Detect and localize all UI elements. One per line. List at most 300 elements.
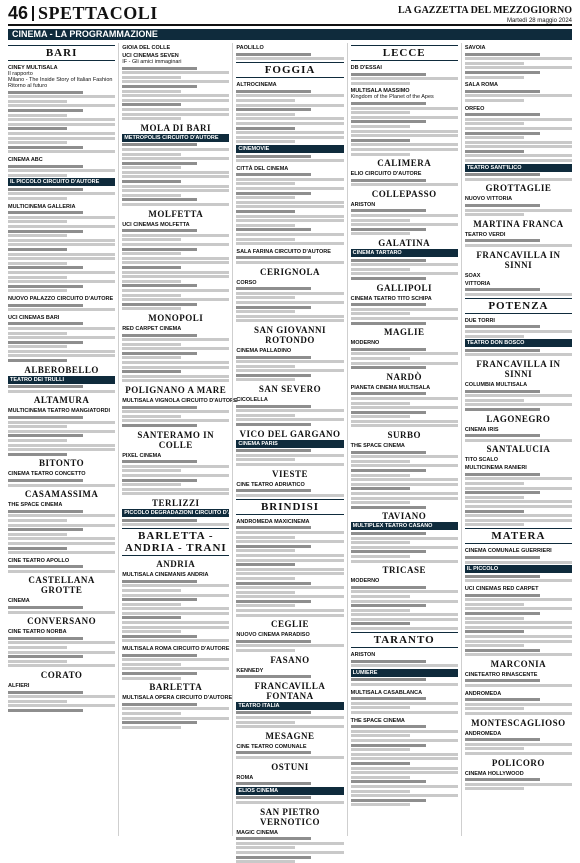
- showtime-row: [351, 604, 426, 607]
- showtime-row: [8, 216, 115, 219]
- showtime-row: [8, 448, 115, 451]
- city-heading: POTENZA: [465, 298, 572, 314]
- showtime-row: [122, 166, 181, 169]
- showtime-row: [465, 738, 540, 741]
- showtime-row: [236, 842, 343, 845]
- showtime-row: [236, 104, 343, 107]
- showtime-row: [351, 590, 458, 593]
- showtime-row: [465, 353, 572, 356]
- cinema-name: UCI CINEMAS SEVEN: [122, 53, 179, 59]
- showtime-row: [122, 117, 181, 120]
- showtime-row: [465, 617, 524, 620]
- city-heading: SURBO: [387, 430, 421, 441]
- showtime-row: [236, 261, 343, 264]
- cinema-name: NUOVO VITTORIA: [464, 196, 513, 203]
- showtime-row: [351, 451, 426, 454]
- showtime-row: [465, 787, 524, 790]
- showtime-row: [351, 148, 458, 151]
- listing-column: [461, 43, 572, 836]
- cinema-name: IL PICCOLO CIRCUITO D'AUTORE: [8, 178, 115, 186]
- showtime-row: [122, 153, 181, 156]
- showtime-row: [8, 484, 115, 487]
- showtime-row: [8, 434, 83, 437]
- showtime-row: [236, 108, 311, 111]
- showtime-row: [236, 356, 311, 359]
- showtime-row: [351, 711, 458, 714]
- showtime-row: [351, 609, 410, 612]
- showtime-row: [236, 489, 311, 492]
- cinema-name: MODERNO: [350, 340, 380, 347]
- cinema-name: DB D'ESSAI: [350, 65, 382, 71]
- city-heading: CERIGNOLA: [260, 266, 321, 277]
- showtime-row: [236, 182, 295, 185]
- cinema-name: SALA FARINA CIRCUITO D'AUTORE: [236, 248, 331, 255]
- showtime-row: [122, 189, 229, 192]
- showtime-row: [465, 239, 540, 242]
- showtime-row: [351, 546, 458, 549]
- cinema-name: SALA ROMA: [464, 82, 498, 89]
- showtime-row: [351, 139, 410, 142]
- city-heading: FRANCAVILLA IN SINNI: [476, 249, 561, 270]
- showtime-row: [465, 408, 540, 411]
- showtime-row: [8, 637, 83, 640]
- showtime-row: [122, 523, 229, 526]
- showtime-row: [465, 491, 540, 494]
- showtime-row: [236, 554, 343, 557]
- cinema-name: CINEMA TEATRO CONCETTO: [8, 471, 86, 478]
- showtime-row: [351, 312, 410, 315]
- showtime-row: [351, 397, 458, 400]
- showtime-row: [465, 519, 572, 522]
- showtime-row: [351, 130, 458, 133]
- showtime-row: [122, 370, 181, 373]
- showtime-row: [465, 500, 572, 503]
- city-heading: BITONTO: [39, 458, 85, 469]
- showtime-row: [465, 575, 540, 578]
- showtime-row: [236, 238, 295, 241]
- showtime-row: [465, 145, 572, 148]
- showtime-row: [8, 510, 83, 513]
- showtime-row: [236, 127, 295, 130]
- showtime-row: [351, 767, 458, 770]
- showtime-row: [465, 150, 524, 153]
- showtime-row: [122, 356, 181, 359]
- showtime-row: [122, 717, 229, 720]
- cinema-name: ANDROMEDA: [464, 690, 502, 697]
- showtime-row: [122, 424, 197, 427]
- showtime-row: [465, 213, 524, 216]
- cinema-name: CORSO: [236, 279, 257, 286]
- showtime-row: [8, 359, 67, 362]
- showtime-row: [236, 801, 343, 804]
- showtime-row: [8, 453, 67, 456]
- showtime-row: [465, 159, 572, 162]
- cinema-name: MULTISALA MASSIMO: [350, 88, 410, 95]
- showtime-row: [236, 851, 343, 854]
- showtime-row: [236, 600, 311, 603]
- showtime-row: [236, 609, 343, 612]
- showtime-row: [236, 782, 311, 785]
- showtime-row: [122, 280, 181, 283]
- showtime-row: [465, 154, 572, 157]
- showtime-row: [122, 460, 197, 463]
- showtime-row: [8, 327, 115, 330]
- showtime-row: [465, 173, 540, 176]
- cinema-name: MULTISALA ROMA CIRCUITO D'AUTORE: [122, 646, 230, 653]
- showtime-row: [8, 174, 67, 177]
- showtime-row: [351, 469, 426, 472]
- showtime-row: [122, 492, 229, 495]
- cinema-name: CICOLELLA: [236, 397, 268, 404]
- showtime-row: [236, 378, 295, 381]
- showtime-row: [236, 113, 295, 116]
- city-heading: BARLETTA - ANDRIA - TRANI: [122, 528, 229, 556]
- showtime-row: [8, 354, 115, 357]
- showtime-row: [351, 303, 426, 306]
- showtime-row: [122, 103, 181, 106]
- page-header-left: [8, 3, 158, 24]
- showtime-row: [465, 473, 540, 476]
- showtime-row: [8, 91, 83, 94]
- cinema-name: CINEMA TEATRO TITO SCHIPA: [350, 295, 432, 302]
- cinema-name: ELIOS CINEMA: [236, 787, 343, 795]
- showtime-row: [122, 479, 197, 482]
- showtime-row: [351, 487, 410, 490]
- cinema-name: MODERNO: [350, 578, 380, 585]
- showtime-row: [351, 532, 426, 535]
- showtime-row: [351, 501, 410, 504]
- showtime-row: [122, 289, 229, 292]
- showtime-row: [8, 570, 115, 573]
- showtime-row: [236, 99, 295, 102]
- showtime-row: [465, 612, 540, 615]
- city-heading: MONTESCAGLIOSO: [471, 717, 566, 728]
- showtime-row: [351, 799, 426, 802]
- showtime-row: [8, 276, 67, 279]
- showtime-row: [465, 778, 540, 781]
- showtime-row: [122, 474, 229, 477]
- showtime-row: [351, 586, 426, 589]
- showtime-row: [351, 762, 410, 765]
- showtime-row: [465, 505, 572, 508]
- showtime-row: [122, 271, 229, 274]
- showtime-row: [122, 180, 181, 183]
- showtime-row: [351, 392, 426, 395]
- showtime-row: [351, 111, 410, 114]
- showtime-row: [351, 77, 458, 80]
- showtime-row: [351, 555, 410, 558]
- showtime-row: [351, 420, 458, 423]
- showtime-row: [351, 678, 426, 681]
- showtime-row: [122, 726, 181, 729]
- showtime-row: [122, 603, 181, 606]
- city-heading: ALTAMURA: [33, 395, 90, 406]
- showtime-row: [351, 739, 458, 742]
- showtime-row: [465, 556, 540, 559]
- showtime-row: [122, 229, 197, 232]
- showtime-row: [236, 94, 343, 97]
- showtime-row: [8, 150, 115, 153]
- cinema-name: MULTICINEMA TEATRO MANGIATORDI: [8, 408, 111, 415]
- city-heading: CASTELLANA GROTTE: [28, 575, 95, 596]
- cinema-name: PICCOLO DEGRADAZIONI CIRCUITO D'AUTORE: [124, 509, 252, 516]
- showtime-row: [236, 526, 311, 529]
- showtime-row: [8, 266, 83, 269]
- city-heading: MONOPOLI: [148, 312, 204, 323]
- city-heading: FRANCAVILLA IN SINNI: [476, 358, 561, 379]
- cinema-name: CINEMA IRIS: [464, 426, 499, 433]
- showtime-row: [351, 492, 458, 495]
- showtime-row: [8, 234, 67, 237]
- showtime-row: [236, 545, 311, 548]
- showtime-row: [465, 603, 524, 606]
- showtime-row: [236, 531, 343, 534]
- cinema-name: CINE TEATRO ADRIATICO: [236, 481, 305, 488]
- cinema-name: CINEMA HOLLYWOOD: [464, 770, 524, 777]
- showtime-row: [122, 303, 197, 306]
- showtime-row: [351, 460, 410, 463]
- city-heading: MATERA: [465, 528, 572, 544]
- cinema-name: SAVOIA: [464, 45, 486, 51]
- showtime-row: [236, 409, 343, 412]
- city-heading: SAN SEVERO: [258, 384, 322, 395]
- cinema-name: MULTICINEMA GALLERIA: [8, 203, 76, 210]
- cinema-name: CINEY MULTISALA: [8, 65, 58, 71]
- showtime-row: [122, 334, 197, 337]
- showtime-row: [122, 99, 229, 102]
- showtime-row: [236, 711, 311, 714]
- showtime-row: [351, 780, 426, 783]
- city-heading: CORATO: [40, 670, 83, 680]
- cinema-name: RED CARPET CINEMA: [122, 325, 182, 332]
- cinema-name: CINEMA COMUNALE GUERRIERI: [464, 548, 552, 555]
- cinema-name: TEATRO VERDI: [464, 231, 506, 238]
- showtime-row: [351, 794, 458, 797]
- showtime-row: [236, 604, 295, 607]
- newspaper-name: LA GAZZETTA DEL MEZZOGIORNO: [397, 5, 572, 16]
- showtime-row: [465, 66, 572, 69]
- showtime-row: [351, 757, 458, 760]
- showtime-row: [122, 94, 229, 97]
- showtime-row: [236, 196, 295, 199]
- showtime-row: [351, 179, 426, 182]
- cinema-name: NUOVO CINEMA PARADISO: [236, 632, 310, 639]
- cinema-name: SOAX: [464, 272, 481, 279]
- showtime-row: [351, 82, 410, 85]
- showtime-row: [236, 219, 343, 222]
- showtime-row: [8, 280, 115, 283]
- showtime-row: [236, 256, 311, 259]
- showtime-row: [8, 109, 83, 112]
- showtime-row: [8, 165, 83, 168]
- showtime-row: [465, 394, 572, 397]
- cinema-name: NUOVO PALAZZO CIRCUITO D'AUTORE: [8, 295, 114, 302]
- showtime-row: [351, 219, 410, 222]
- showtime-row: [236, 675, 311, 678]
- showtime-row: [236, 559, 343, 562]
- showtime-row: [351, 664, 458, 667]
- showtime-row: [465, 118, 572, 121]
- cinema-name: TEATRO SANT'ILICO: [465, 164, 572, 172]
- showtime-row: [236, 563, 295, 566]
- showtime-row: [465, 621, 572, 624]
- showtime-row: [8, 479, 83, 482]
- showtime-row: [122, 284, 197, 287]
- cinema-name: GIOIA DEL COLLE: [122, 45, 171, 51]
- showtime-row: [122, 612, 229, 615]
- showtime-row: [351, 73, 426, 76]
- listing-column: [232, 43, 343, 836]
- showtime-row: [8, 192, 115, 195]
- showtime-row: [8, 304, 83, 307]
- showtime-row: [122, 198, 197, 201]
- showtime-row: [8, 385, 83, 388]
- city-heading: GALLIPOLI: [376, 282, 432, 293]
- showtime-row: [465, 94, 572, 97]
- city-heading: COLLEPASSO: [371, 188, 437, 199]
- showtime-row: [236, 205, 343, 208]
- showtime-row: [236, 215, 343, 218]
- showtime-row: [8, 660, 67, 663]
- cinema-name: MULTISALA VIGNOLA CIRCUITO D'AUTORE: [122, 398, 238, 405]
- cinema-name: DUE TORRI: [464, 317, 495, 324]
- showtime-row: [8, 127, 67, 130]
- showtime-row: [465, 90, 540, 93]
- header-separator: [32, 6, 34, 21]
- city-heading: NARDÒ: [386, 371, 422, 382]
- showtime-row: [465, 579, 572, 582]
- showtime-row: [465, 679, 540, 682]
- showtime-row: [8, 390, 115, 393]
- showtime-row: [8, 123, 115, 126]
- showtime-row: [122, 80, 229, 83]
- showtime-row: [351, 223, 458, 226]
- showtime-row: [8, 336, 115, 339]
- showtime-row: [8, 439, 67, 442]
- showtime-row: [8, 606, 83, 609]
- showtime-row: [465, 752, 572, 755]
- showtime-row: [8, 416, 83, 419]
- showtime-row: [351, 209, 426, 212]
- film-title: Milano - The Inside Story of Italian Fashion: [8, 77, 113, 83]
- showtime-row: [8, 332, 67, 335]
- showtime-row: [351, 102, 426, 105]
- showtime-row: [8, 430, 115, 433]
- city-heading: SANTALUCIA: [486, 444, 551, 455]
- showtime-row: [236, 463, 343, 466]
- cinema-name: MULTISALA CINEMANIS ANDRIA: [122, 572, 209, 579]
- cinema-name: CINEMOVIE: [236, 145, 343, 153]
- city-heading: FASANO: [270, 654, 310, 665]
- showtime-row: [236, 796, 311, 799]
- showtime-row: [351, 268, 410, 271]
- showtime-row: [122, 406, 197, 409]
- showtime-row: [122, 143, 197, 146]
- showtime-row: [8, 118, 115, 121]
- showtime-row: [122, 580, 197, 583]
- showtime-row: [122, 465, 229, 468]
- showtime-row: [122, 238, 181, 241]
- showtime-row: [122, 234, 229, 237]
- listing-column: [8, 43, 115, 836]
- showtime-row: [236, 725, 343, 728]
- showtime-row: [351, 272, 458, 275]
- showtime-row: [8, 646, 67, 649]
- showtime-row: [8, 524, 115, 527]
- showtime-row: [122, 252, 181, 255]
- cinema-name: TEATRO DEI TRULLI: [8, 376, 115, 384]
- cinema-name: ANDROMEDA MAXICINEMA: [236, 518, 310, 525]
- showtime-row: [465, 640, 572, 643]
- film-title: Ritorno al futuro: [8, 83, 48, 89]
- film-title: Il rapporto: [8, 71, 33, 77]
- showtime-row: [465, 57, 572, 60]
- showtime-row: [351, 474, 410, 477]
- showtime-row: [351, 134, 458, 137]
- showtime-row: [8, 533, 67, 536]
- showtime-row: [351, 478, 458, 481]
- showtime-row: [8, 248, 67, 251]
- showtime-row: [122, 410, 229, 413]
- city-heading: MOLA DI BARI: [140, 122, 212, 133]
- showtime-row: [465, 178, 572, 181]
- showtime-row: [351, 697, 426, 700]
- city-heading: OSTUNI: [271, 761, 309, 772]
- showtime-row: [122, 594, 229, 597]
- showtime-row: [236, 201, 343, 204]
- cinema-name: KENNEDY: [236, 667, 264, 674]
- showtime-row: [8, 341, 83, 344]
- showtime-row: [8, 230, 83, 233]
- showtime-row: [236, 549, 295, 552]
- cinema-name: CINEMA ABC: [8, 156, 43, 163]
- showtime-row: [236, 233, 343, 236]
- showtime-row: [351, 125, 410, 128]
- showtime-row: [122, 677, 181, 680]
- showtime-row: [351, 116, 458, 119]
- showtime-row: [8, 695, 115, 698]
- showtime-row: [465, 325, 540, 328]
- showtime-row: [236, 242, 343, 245]
- page-header: [8, 0, 572, 26]
- city-heading: TAVIANO: [382, 511, 427, 522]
- showtime-row: [236, 224, 295, 227]
- showtime-row: [236, 296, 295, 299]
- showtime-row: [236, 365, 295, 368]
- city-heading: BARLETTA: [149, 682, 203, 693]
- cinema-name: THE SPACE CINEMA: [350, 717, 405, 724]
- city-heading: CALIMERA: [377, 158, 432, 169]
- cinema-name: COLUMBIA MULTISALA: [464, 381, 528, 388]
- showtime-row: [122, 343, 181, 346]
- showtime-row: [236, 301, 343, 304]
- showtime-row: [122, 347, 229, 350]
- showtime-row: [236, 856, 311, 859]
- cinema-name: ALFIERI: [8, 683, 30, 689]
- showtime-row: [8, 141, 67, 144]
- city-heading: MESAGNE: [265, 730, 315, 741]
- showtime-row: [236, 287, 311, 290]
- showtime-row: [122, 654, 197, 657]
- showtime-row: [122, 71, 229, 74]
- showtime-row: [122, 298, 229, 301]
- cinema-name: IL PICCOLO: [465, 565, 572, 573]
- showtime-row: [236, 458, 295, 461]
- showtime-row: [122, 488, 229, 491]
- showtime-row: [351, 357, 410, 360]
- showtime-row: [236, 178, 343, 181]
- showtime-row: [122, 639, 229, 642]
